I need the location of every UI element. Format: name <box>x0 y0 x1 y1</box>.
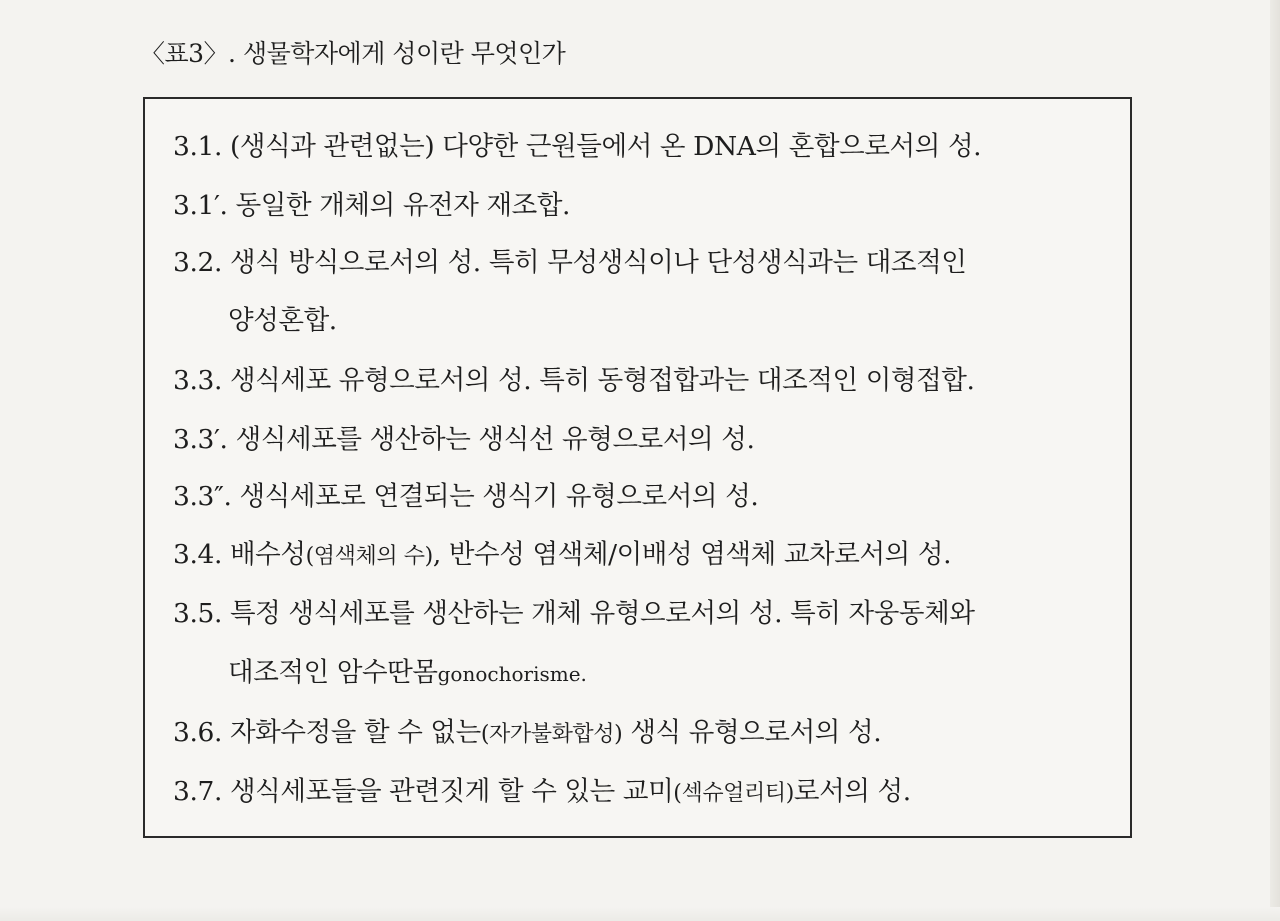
item-text: 생식 방식으로서의 성. 특히 무성생식이나 단성생식과는 대조적인 <box>229 247 967 278</box>
list-item <box>173 424 755 455</box>
page-edge <box>1270 0 1280 921</box>
item-text: 동일한 개체의 유전자 재조합. <box>235 190 571 221</box>
item-number: 3.6. <box>173 717 222 748</box>
item-number: 3.5. <box>173 598 222 629</box>
item-number: 3.1′. <box>173 190 228 221</box>
list-item <box>173 776 911 807</box>
item-parenthetical: (자가불화합성) <box>480 722 623 747</box>
item-text: 생식세포를 생산하는 생식선 유형으로서의 성. <box>235 424 755 455</box>
item-text: 생식세포로 연결되는 생식기 유형으로서의 성. <box>239 481 759 512</box>
item-number: 3.1. <box>173 131 222 162</box>
list-item <box>173 481 759 512</box>
list-item <box>173 365 975 396</box>
list-item <box>173 247 967 278</box>
list-item <box>173 539 952 570</box>
list-item <box>173 131 982 162</box>
list-item-continuation <box>228 305 337 336</box>
item-text: 로서의 성. <box>793 776 911 807</box>
item-parenthetical: (염색체의 수) <box>305 544 433 569</box>
item-parenthetical: (섹슈얼리티) <box>673 781 794 806</box>
item-text-lead: 배수성 <box>229 539 306 570</box>
item-text: , 반수성 염색체/이배성 염색체 교차로서의 성. <box>432 539 952 570</box>
item-text-continued: 양성혼합. <box>228 305 337 336</box>
item-text-lead: 자화수정을 할 수 없는 <box>229 717 481 748</box>
item-number: 3.2. <box>173 247 222 278</box>
item-text: 생식세포 유형으로서의 성. 특히 동형접합과는 대조적인 이형접합. <box>229 365 975 396</box>
item-text-continued: 대조적인 암수딴몸 <box>228 657 438 688</box>
item-text: 특정 생식세포를 생산하는 개체 유형으로서의 성. 특히 자웅동체와 <box>229 598 975 629</box>
list-item <box>173 598 975 629</box>
item-number: 3.7. <box>173 776 222 807</box>
item-number: 3.3. <box>173 365 222 396</box>
list-item-continuation <box>228 657 587 688</box>
item-text: (생식과 관련없는) 다양한 근원들에서 온 DNA의 혼합으로서의 성. <box>229 131 982 162</box>
item-number: 3.4. <box>173 539 222 570</box>
page-bottom-edge <box>0 907 1280 921</box>
item-text-lead: 생식세포들을 관련짓게 할 수 있는 교미 <box>229 776 674 807</box>
item-latin-term: gonochorisme. <box>437 662 587 686</box>
list-item <box>173 190 571 221</box>
item-number: 3.3″. <box>173 481 232 512</box>
list-item <box>173 717 882 748</box>
content-box <box>143 97 1132 838</box>
item-text: 생식 유형으로서의 성. <box>622 717 882 748</box>
item-number: 3.3′. <box>173 424 228 455</box>
table-caption: 〈표3〉. 생물학자에게 성이란 무엇인가 <box>140 39 566 68</box>
